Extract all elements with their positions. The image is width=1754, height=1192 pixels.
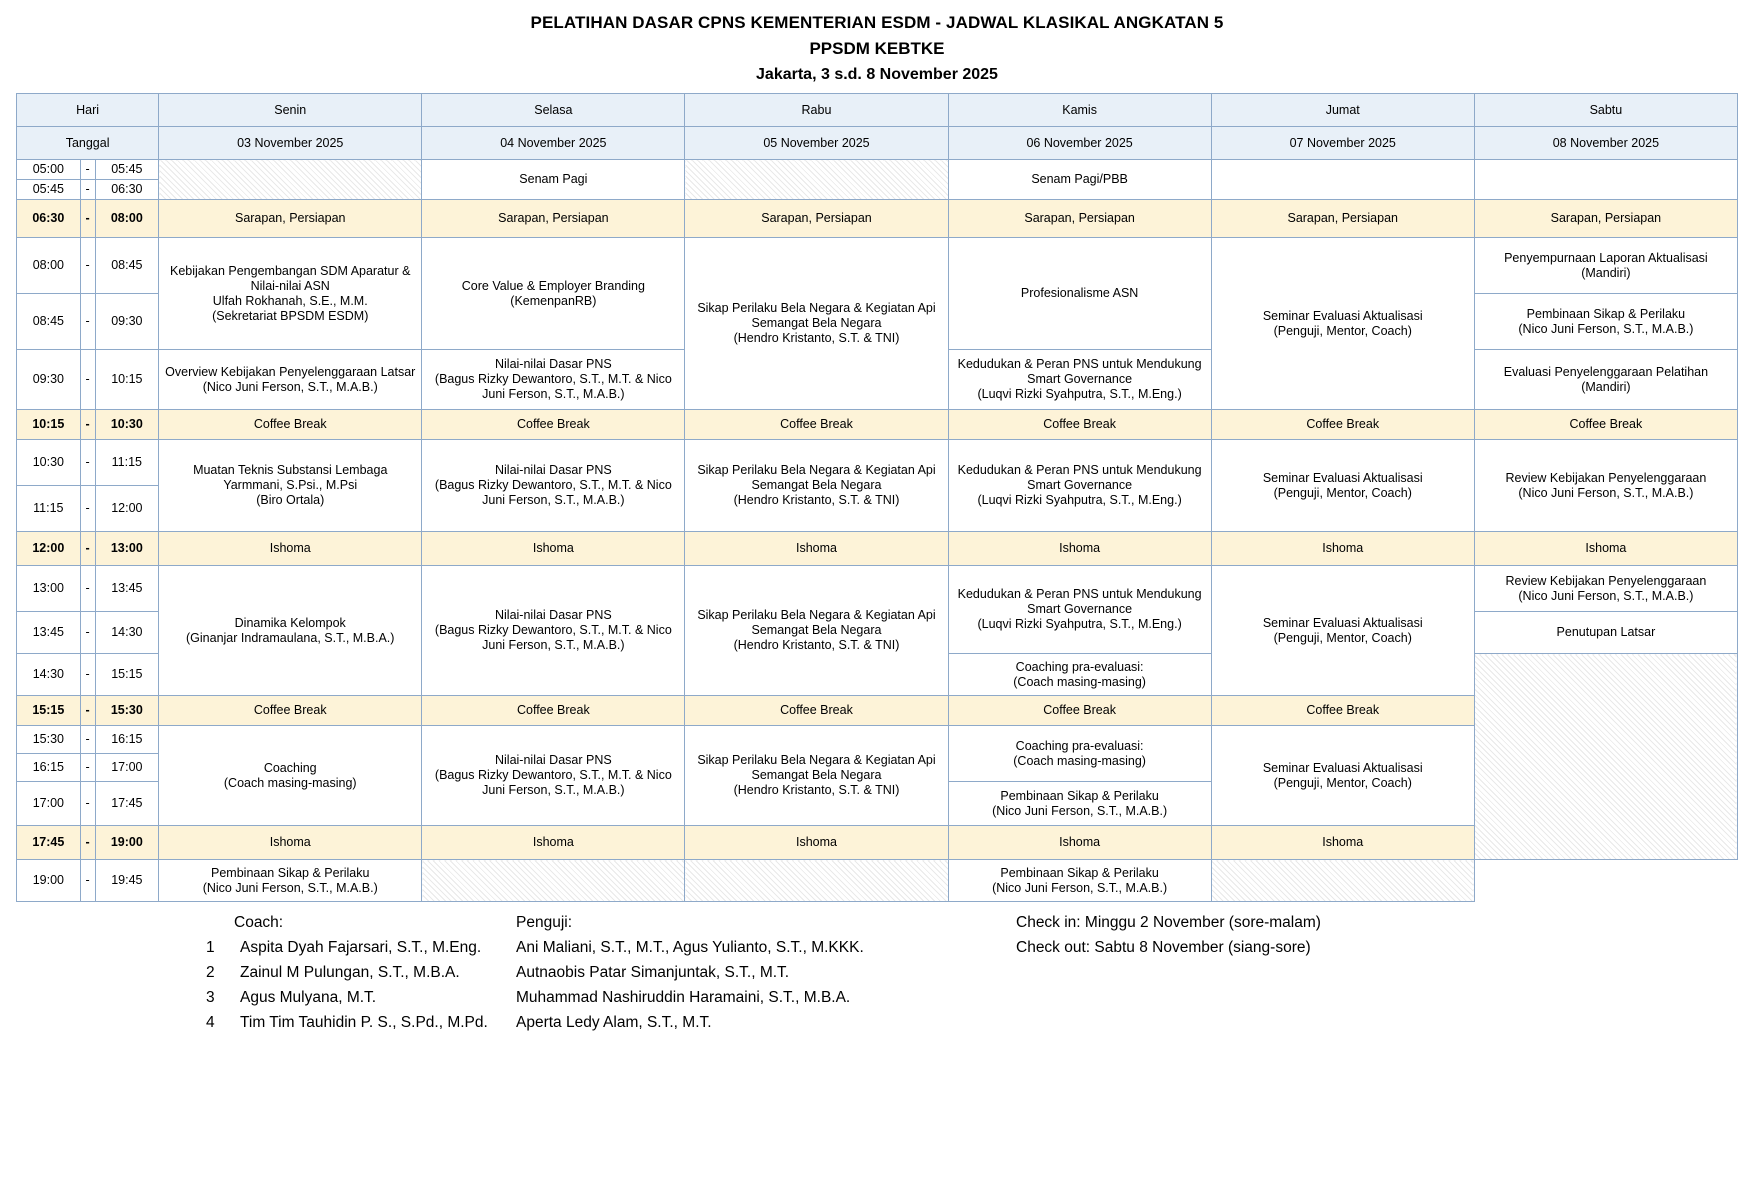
session-sarapan: Sarapan, Persiapan	[1211, 200, 1474, 238]
list-item: Aperta Ledy Alam, S.T., M.T.	[516, 1014, 712, 1031]
time-start: 12:00	[17, 532, 81, 566]
time-start: 13:45	[17, 612, 81, 654]
session-empty	[685, 860, 948, 902]
footer-notes	[16, 910, 1738, 1035]
session-coffee: Coffee Break	[159, 696, 422, 726]
time-start: 10:15	[17, 410, 81, 440]
time-start: 11:15	[17, 486, 81, 532]
time-start: 15:30	[17, 726, 81, 754]
time-start: 05:45	[17, 180, 81, 200]
table-row	[17, 238, 1738, 294]
title-line-3: Jakarta, 3 s.d. 8 November 2025	[756, 66, 998, 83]
time-dash: -	[80, 200, 95, 238]
time-end: 17:45	[95, 782, 159, 826]
table-header-days	[17, 94, 1738, 127]
session-thu-kedudukan: Kedudukan & Peran PNS untuk Mendukung Smart Governance (Luqvi Rizki Syahputra, S.T., M.Eng.)	[948, 440, 1211, 532]
session-coffee: Coffee Break	[948, 696, 1211, 726]
time-start: 19:00	[17, 860, 81, 902]
time-start: 08:45	[17, 294, 81, 350]
session-ishoma: Ishoma	[159, 826, 422, 860]
session-thu-kedudukan: Kedudukan & Peran PNS untuk Mendukung Smart Governance (Luqvi Rizki Syahputra, S.T., M.Eng.)	[948, 350, 1211, 410]
session-tue-nilai: Nilai-nilai Dasar PNS (Bagus Rizky Dewantoro, S.T., M.T. & Nico Juni Ferson, S.T., M.A.B.)	[422, 440, 685, 532]
header-date-3: 05 November 2025	[685, 127, 948, 160]
time-dash: -	[80, 754, 95, 782]
session-coffee: Coffee Break	[159, 410, 422, 440]
header-hari: Hari	[17, 94, 159, 127]
coach-number: 2	[206, 964, 215, 981]
time-end: 19:45	[95, 860, 159, 902]
session-wed-bela: Sikap Perilaku Bela Negara & Kegiatan Api Semangat Bela Negara (Hendro Kristanto, S.T. & TNI)	[685, 440, 948, 532]
time-end: 15:30	[95, 696, 159, 726]
session-wed-bela: Sikap Perilaku Bela Negara & Kegiatan Api Semangat Bela Negara (Hendro Kristanto, S.T. & TNI)	[685, 566, 948, 696]
time-end: 16:15	[95, 726, 159, 754]
session-ishoma: Ishoma	[948, 826, 1211, 860]
session-sat-review: Review Kebijakan Penyelenggaraan (Nico Juni Ferson, S.T., M.A.B.)	[1474, 440, 1737, 532]
session-sarapan: Sarapan, Persiapan	[1474, 200, 1737, 238]
session-coffee: Coffee Break	[1211, 410, 1474, 440]
time-end: 19:00	[95, 826, 159, 860]
session-coffee: Coffee Break	[1211, 696, 1474, 726]
session-coffee: Coffee Break	[422, 696, 685, 726]
list-item: Muhammad Nashiruddin Haramaini, S.T., M.B.A.	[516, 989, 851, 1006]
header-date-6: 08 November 2025	[1474, 127, 1737, 160]
time-start: 10:30	[17, 440, 81, 486]
time-end: 14:30	[95, 612, 159, 654]
session-sarapan: Sarapan, Persiapan	[422, 200, 685, 238]
time-dash: -	[80, 726, 95, 754]
session-fri-seminar: Seminar Evaluasi Aktualisasi (Penguji, Mentor, Coach)	[1211, 726, 1474, 826]
session-coffee: Coffee Break	[422, 410, 685, 440]
session-ishoma: Ishoma	[1211, 532, 1474, 566]
time-end: 06:30	[95, 180, 159, 200]
session-ishoma: Ishoma	[1474, 532, 1737, 566]
coach-heading: Coach:	[234, 914, 284, 931]
list-item	[206, 935, 516, 960]
table-row	[17, 160, 1738, 180]
time-dash: -	[80, 350, 95, 410]
time-dash: -	[80, 180, 95, 200]
time-dash: -	[80, 566, 95, 612]
session-sarapan: Sarapan, Persiapan	[159, 200, 422, 238]
time-dash: -	[80, 294, 95, 350]
coach-name: Tim Tim Tauhidin P. S., S.Pd., M.Pd.	[240, 1014, 488, 1031]
table-row	[17, 566, 1738, 612]
list-item: Ani Maliani, S.T., M.T., Agus Yulianto, S.T., M.KKK.	[516, 939, 864, 956]
penguji-column	[516, 910, 1016, 1035]
session-sat-0800: Penyempurnaan Laporan Aktualisasi (Mandiri)	[1474, 238, 1737, 294]
time-dash: -	[80, 826, 95, 860]
time-start: 08:00	[17, 238, 81, 294]
coach-name: Agus Mulyana, M.T.	[240, 989, 377, 1006]
session-tue-0800: Core Value & Employer Branding (KemenpanRB)	[422, 238, 685, 350]
session-empty	[1211, 160, 1474, 200]
session-thu-coaching: Coaching pra-evaluasi: (Coach masing-masing)	[948, 654, 1211, 696]
table-row-ishoma	[17, 532, 1738, 566]
penguji-list	[516, 935, 1016, 1035]
session-empty	[1211, 860, 1474, 902]
session-senam-kamis: Senam Pagi/PBB	[948, 160, 1211, 200]
session-sat-0930: Evaluasi Penyelenggaraan Pelatihan (Mandiri)	[1474, 350, 1737, 410]
session-empty	[159, 160, 422, 200]
coach-number: 4	[206, 1014, 215, 1031]
list-item: Autnaobis Patar Simanjuntak, S.T., M.T.	[516, 964, 790, 981]
session-ishoma: Ishoma	[422, 532, 685, 566]
session-empty	[1474, 160, 1737, 200]
time-dash: -	[80, 486, 95, 532]
header-tanggal: Tanggal	[17, 127, 159, 160]
list-item	[206, 1010, 516, 1035]
session-empty	[422, 860, 685, 902]
checkin-column	[1016, 910, 1738, 1035]
schedule-table	[16, 93, 1738, 902]
session-coffee: Coffee Break	[685, 696, 948, 726]
session-thu-0800: Profesionalisme ASN	[948, 238, 1211, 350]
table-row	[17, 860, 1738, 902]
session-fri-seminar: Seminar Evaluasi Aktualisasi (Penguji, Mentor, Coach)	[1211, 566, 1474, 696]
session-wed-bela: Sikap Perilaku Bela Negara & Kegiatan Api Semangat Bela Negara (Hendro Kristanto, S.T. & TNI)	[685, 726, 948, 826]
coach-number: 1	[206, 939, 215, 956]
time-start: 17:45	[17, 826, 81, 860]
table-row-coffee	[17, 410, 1738, 440]
session-ishoma: Ishoma	[948, 532, 1211, 566]
session-mon-0800: Kebijakan Pengembangan SDM Aparatur & Nilai-nilai ASN Ulfah Rokhanah, S.E., M.M. (Sekretariat BPSDM ESDM)	[159, 238, 422, 350]
header-date-4: 06 November 2025	[948, 127, 1211, 160]
session-wed-bela: Sikap Perilaku Bela Negara & Kegiatan Api Semangat Bela Negara (Hendro Kristanto, S.T. & TNI)	[685, 238, 948, 410]
session-sat-penutupan: Penutupan Latsar	[1474, 612, 1737, 654]
table-header-dates	[17, 127, 1738, 160]
time-start: 09:30	[17, 350, 81, 410]
session-tue-nilai: Nilai-nilai Dasar PNS (Bagus Rizky Dewantoro, S.T., M.T. & Nico Juni Ferson, S.T., M.A.B.)	[422, 566, 685, 696]
session-tue-nilai: Nilai-nilai Dasar PNS (Bagus Rizky Dewantoro, S.T., M.T. & Nico Juni Ferson, S.T., M.A.B.)	[422, 350, 685, 410]
time-start: 16:15	[17, 754, 81, 782]
time-dash: -	[80, 860, 95, 902]
header-date-5: 07 November 2025	[1211, 127, 1474, 160]
time-start: 06:30	[17, 200, 81, 238]
session-ishoma: Ishoma	[1211, 826, 1474, 860]
time-end: 10:15	[95, 350, 159, 410]
check-in-note: Check in: Minggu 2 November (sore-malam)	[1016, 914, 1321, 931]
time-start: 13:00	[17, 566, 81, 612]
table-row	[17, 440, 1738, 486]
time-end: 13:00	[95, 532, 159, 566]
header-day-selasa: Selasa	[422, 94, 685, 127]
time-end: 17:00	[95, 754, 159, 782]
session-thu-kedudukan: Kedudukan & Peran PNS untuk Mendukung Smart Governance (Luqvi Rizki Syahputra, S.T., M.Eng.)	[948, 566, 1211, 654]
session-thu-coaching: Coaching pra-evaluasi: (Coach masing-masing)	[948, 726, 1211, 782]
time-start: 15:15	[17, 696, 81, 726]
session-empty	[1474, 654, 1737, 860]
time-end: 08:00	[95, 200, 159, 238]
session-ishoma: Ishoma	[159, 532, 422, 566]
coach-number: 3	[206, 989, 215, 1006]
time-end: 11:15	[95, 440, 159, 486]
document-title-block	[16, 10, 1738, 87]
session-thu-pembinaan: Pembinaan Sikap & Perilaku (Nico Juni Ferson, S.T., M.A.B.)	[948, 782, 1211, 826]
penguji-heading: Penguji:	[516, 914, 573, 931]
session-thu-1900: Pembinaan Sikap & Perilaku (Nico Juni Ferson, S.T., M.A.B.)	[948, 860, 1211, 902]
time-start: 05:00	[17, 160, 81, 180]
header-date-1: 03 November 2025	[159, 127, 422, 160]
session-ishoma: Ishoma	[685, 826, 948, 860]
header-day-senin: Senin	[159, 94, 422, 127]
session-mon-0930: Overview Kebijakan Penyelenggaraan Latsar (Nico Juni Ferson, S.T., M.A.B.)	[159, 350, 422, 410]
coach-name: Zainul M Pulungan, S.T., M.B.A.	[240, 964, 460, 981]
session-coffee: Coffee Break	[685, 410, 948, 440]
time-end: 05:45	[95, 160, 159, 180]
time-start: 14:30	[17, 654, 81, 696]
coach-list	[206, 935, 516, 1035]
list-item	[206, 960, 516, 985]
header-day-jumat: Jumat	[1211, 94, 1474, 127]
session-mon-1900: Pembinaan Sikap & Perilaku (Nico Juni Ferson, S.T., M.A.B.)	[159, 860, 422, 902]
session-sarapan: Sarapan, Persiapan	[685, 200, 948, 238]
session-sat-0845: Pembinaan Sikap & Perilaku (Nico Juni Ferson, S.T., M.A.B.)	[1474, 294, 1737, 350]
time-start: 17:00	[17, 782, 81, 826]
time-dash: -	[80, 410, 95, 440]
session-tue-nilai: Nilai-nilai Dasar PNS (Bagus Rizky Dewantoro, S.T., M.T. & Nico Juni Ferson, S.T., M.A.B.)	[422, 726, 685, 826]
session-ishoma: Ishoma	[422, 826, 685, 860]
list-item	[206, 985, 516, 1010]
header-date-2: 04 November 2025	[422, 127, 685, 160]
session-senam-selasa: Senam Pagi	[422, 160, 685, 200]
time-dash: -	[80, 532, 95, 566]
time-end: 09:30	[95, 294, 159, 350]
coach-name: Aspita Dyah Fajarsari, S.T., M.Eng.	[240, 939, 482, 956]
header-day-rabu: Rabu	[685, 94, 948, 127]
session-coffee: Coffee Break	[1474, 410, 1737, 440]
table-row-sarapan	[17, 200, 1738, 238]
session-fri-seminar: Seminar Evaluasi Aktualisasi (Penguji, Mentor, Coach)	[1211, 238, 1474, 410]
session-coffee: Coffee Break	[948, 410, 1211, 440]
time-end: 13:45	[95, 566, 159, 612]
check-out-note: Check out: Sabtu 8 November (siang-sore)	[1016, 939, 1311, 956]
title-line-2: PPSDM KEBTKE	[809, 39, 945, 58]
time-dash: -	[80, 238, 95, 294]
session-fri-seminar: Seminar Evaluasi Aktualisasi (Penguji, Mentor, Coach)	[1211, 440, 1474, 532]
header-day-kamis: Kamis	[948, 94, 1211, 127]
session-empty	[685, 160, 948, 200]
time-dash: -	[80, 440, 95, 486]
time-end: 15:15	[95, 654, 159, 696]
time-end: 10:30	[95, 410, 159, 440]
time-end: 08:45	[95, 238, 159, 294]
time-dash: -	[80, 782, 95, 826]
coach-column	[16, 910, 516, 1035]
session-mon-1300: Dinamika Kelompok (Ginanjar Indramaulana, S.T., M.B.A.)	[159, 566, 422, 696]
session-mon-1530: Coaching (Coach masing-masing)	[159, 726, 422, 826]
time-end: 12:00	[95, 486, 159, 532]
session-sat-review: Review Kebijakan Penyelenggaraan (Nico Juni Ferson, S.T., M.A.B.)	[1474, 566, 1737, 612]
time-dash: -	[80, 612, 95, 654]
title-line-1: PELATIHAN DASAR CPNS KEMENTERIAN ESDM - JADWAL KLASIKAL ANGKATAN 5	[530, 13, 1224, 32]
session-sarapan: Sarapan, Persiapan	[948, 200, 1211, 238]
header-day-sabtu: Sabtu	[1474, 94, 1737, 127]
session-mon-1030: Muatan Teknis Substansi Lembaga Yarmmani, S.Psi., M.Psi (Biro Ortala)	[159, 440, 422, 532]
time-dash: -	[80, 696, 95, 726]
time-dash: -	[80, 654, 95, 696]
session-ishoma: Ishoma	[685, 532, 948, 566]
time-dash: -	[80, 160, 95, 180]
